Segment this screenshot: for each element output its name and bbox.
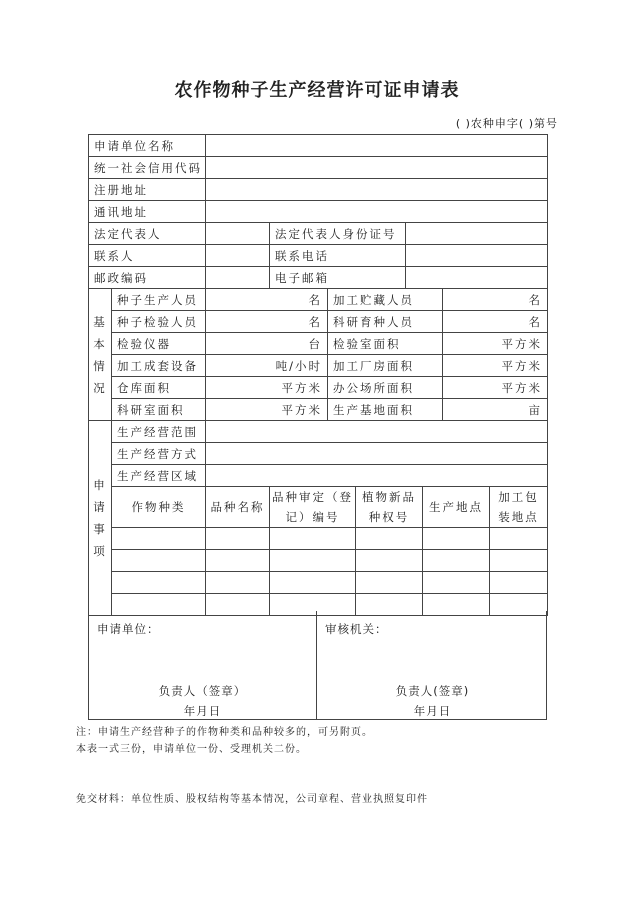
basic-section-label: 基本情况 <box>89 289 112 421</box>
field-postcode[interactable] <box>206 267 270 289</box>
note-line: 注：申请生产经营种子的作物种类和品种较多的，可另附页。 <box>76 727 373 738</box>
reviewer-signature-box[interactable] <box>317 611 548 719</box>
label-mail-address: 通讯地址 <box>89 201 206 223</box>
label-reg-address: 注册地址 <box>89 179 206 201</box>
basic-label: 加工贮藏人员 <box>328 289 443 311</box>
field-credit-code[interactable] <box>206 157 548 179</box>
table-row <box>89 550 548 572</box>
basic-value-unit[interactable]: 亩 <box>443 399 548 421</box>
reviewer-date-label: 年月日 <box>413 704 452 718</box>
cell[interactable] <box>423 550 490 572</box>
basic-label: 加工成套设备 <box>112 355 206 377</box>
field-reg-address[interactable] <box>206 179 548 201</box>
basic-value-unit[interactable]: 名 <box>443 289 548 311</box>
basic-label: 种子检验人员 <box>112 311 206 333</box>
basic-label: 科研育种人员 <box>328 311 443 333</box>
reviewer-label: 审核机关： <box>325 622 388 636</box>
basic-label: 生产基地面积 <box>328 399 443 421</box>
label-email: 电子邮箱 <box>270 267 406 289</box>
header-packaging-site: 加工包装地点 <box>490 487 548 528</box>
basic-value-unit[interactable]: 台 <box>206 333 328 355</box>
cell[interactable] <box>270 550 356 572</box>
basic-value-unit[interactable]: 平方米 <box>206 377 328 399</box>
applicant-date-label: 年月日 <box>183 704 222 718</box>
reviewer-signature-label: 负责人(签章) <box>395 684 470 698</box>
basic-label: 种子生产人员 <box>112 289 206 311</box>
label-phone: 联系电话 <box>270 245 406 267</box>
signature-section <box>88 611 547 720</box>
header-variety-name: 品种名称 <box>206 487 270 528</box>
header-pvp-number: 植物新品种权号 <box>356 487 423 528</box>
field-region[interactable] <box>206 465 548 487</box>
applicant-label: 申请单位： <box>97 622 160 636</box>
cell[interactable] <box>270 572 356 594</box>
label-postcode: 邮政编码 <box>89 267 206 289</box>
cell[interactable] <box>490 572 548 594</box>
cell[interactable] <box>356 550 423 572</box>
field-legal-rep-id[interactable] <box>406 223 548 245</box>
basic-label: 加工厂房面积 <box>328 355 443 377</box>
field-legal-rep[interactable] <box>206 223 270 245</box>
label-unit-name: 申请单位名称 <box>89 135 206 157</box>
basic-label: 办公场所面积 <box>328 377 443 399</box>
note-line: 本表一式三份，申请单位一份、受理机关二份。 <box>76 744 307 755</box>
basic-label: 检验室面积 <box>328 333 443 355</box>
apply-section-label: 申请事项 <box>89 421 112 616</box>
basic-label: 科研室面积 <box>112 399 206 421</box>
applicant-signature-box[interactable] <box>89 611 317 719</box>
cell[interactable] <box>423 572 490 594</box>
cell[interactable] <box>112 550 206 572</box>
basic-value-unit[interactable]: 名 <box>206 311 328 333</box>
basic-value-unit[interactable]: 平方米 <box>206 399 328 421</box>
header-crop-type: 作物种类 <box>112 487 206 528</box>
document-number: ( )农种申字( )第号 <box>455 117 558 130</box>
field-unit-name[interactable] <box>206 135 548 157</box>
basic-value-unit[interactable]: 吨/小时 <box>206 355 328 377</box>
label-region: 生产经营区域 <box>112 465 206 487</box>
label-contact: 联系人 <box>89 245 206 267</box>
cell[interactable] <box>356 572 423 594</box>
header-production-site: 生产地点 <box>423 487 490 528</box>
basic-value-unit[interactable]: 平方米 <box>443 355 548 377</box>
cell[interactable] <box>112 572 206 594</box>
cell[interactable] <box>270 528 356 550</box>
applicant-signature-label: 负责人（签章） <box>158 684 247 698</box>
table-row <box>89 572 548 594</box>
cell[interactable] <box>356 528 423 550</box>
basic-value-unit[interactable]: 名 <box>206 289 328 311</box>
cell[interactable] <box>423 528 490 550</box>
cell[interactable] <box>206 572 270 594</box>
basic-label: 仓库面积 <box>112 377 206 399</box>
label-credit-code: 统一社会信用代码 <box>89 157 206 179</box>
label-scope: 生产经营范围 <box>112 421 206 443</box>
basic-label: 检验仪器 <box>112 333 206 355</box>
label-mode: 生产经营方式 <box>112 443 206 465</box>
label-legal-rep: 法定代表人 <box>89 223 206 245</box>
cell[interactable] <box>112 528 206 550</box>
form-title: 农作物种子生产经营许可证申请表 <box>174 80 460 101</box>
field-mail-address[interactable] <box>206 201 548 223</box>
exempt-materials: 免交材料：单位性质、股权结构等基本情况，公司章程、营业执照复印件 <box>76 794 428 805</box>
field-contact[interactable] <box>206 245 270 267</box>
label-legal-rep-id: 法定代表人身份证号 <box>270 223 406 245</box>
basic-value-unit[interactable]: 平方米 <box>443 377 548 399</box>
field-scope[interactable] <box>206 421 548 443</box>
table-row <box>89 528 548 550</box>
cell[interactable] <box>490 528 548 550</box>
cell[interactable] <box>206 528 270 550</box>
header-approval-number: 品种审定（登记）编号 <box>270 487 356 528</box>
cell[interactable] <box>206 550 270 572</box>
cell[interactable] <box>490 550 548 572</box>
basic-value-unit[interactable]: 名 <box>443 311 548 333</box>
field-mode[interactable] <box>206 443 548 465</box>
field-email[interactable] <box>406 267 548 289</box>
basic-value-unit[interactable]: 平方米 <box>443 333 548 355</box>
application-table <box>88 134 548 616</box>
field-phone[interactable] <box>406 245 548 267</box>
